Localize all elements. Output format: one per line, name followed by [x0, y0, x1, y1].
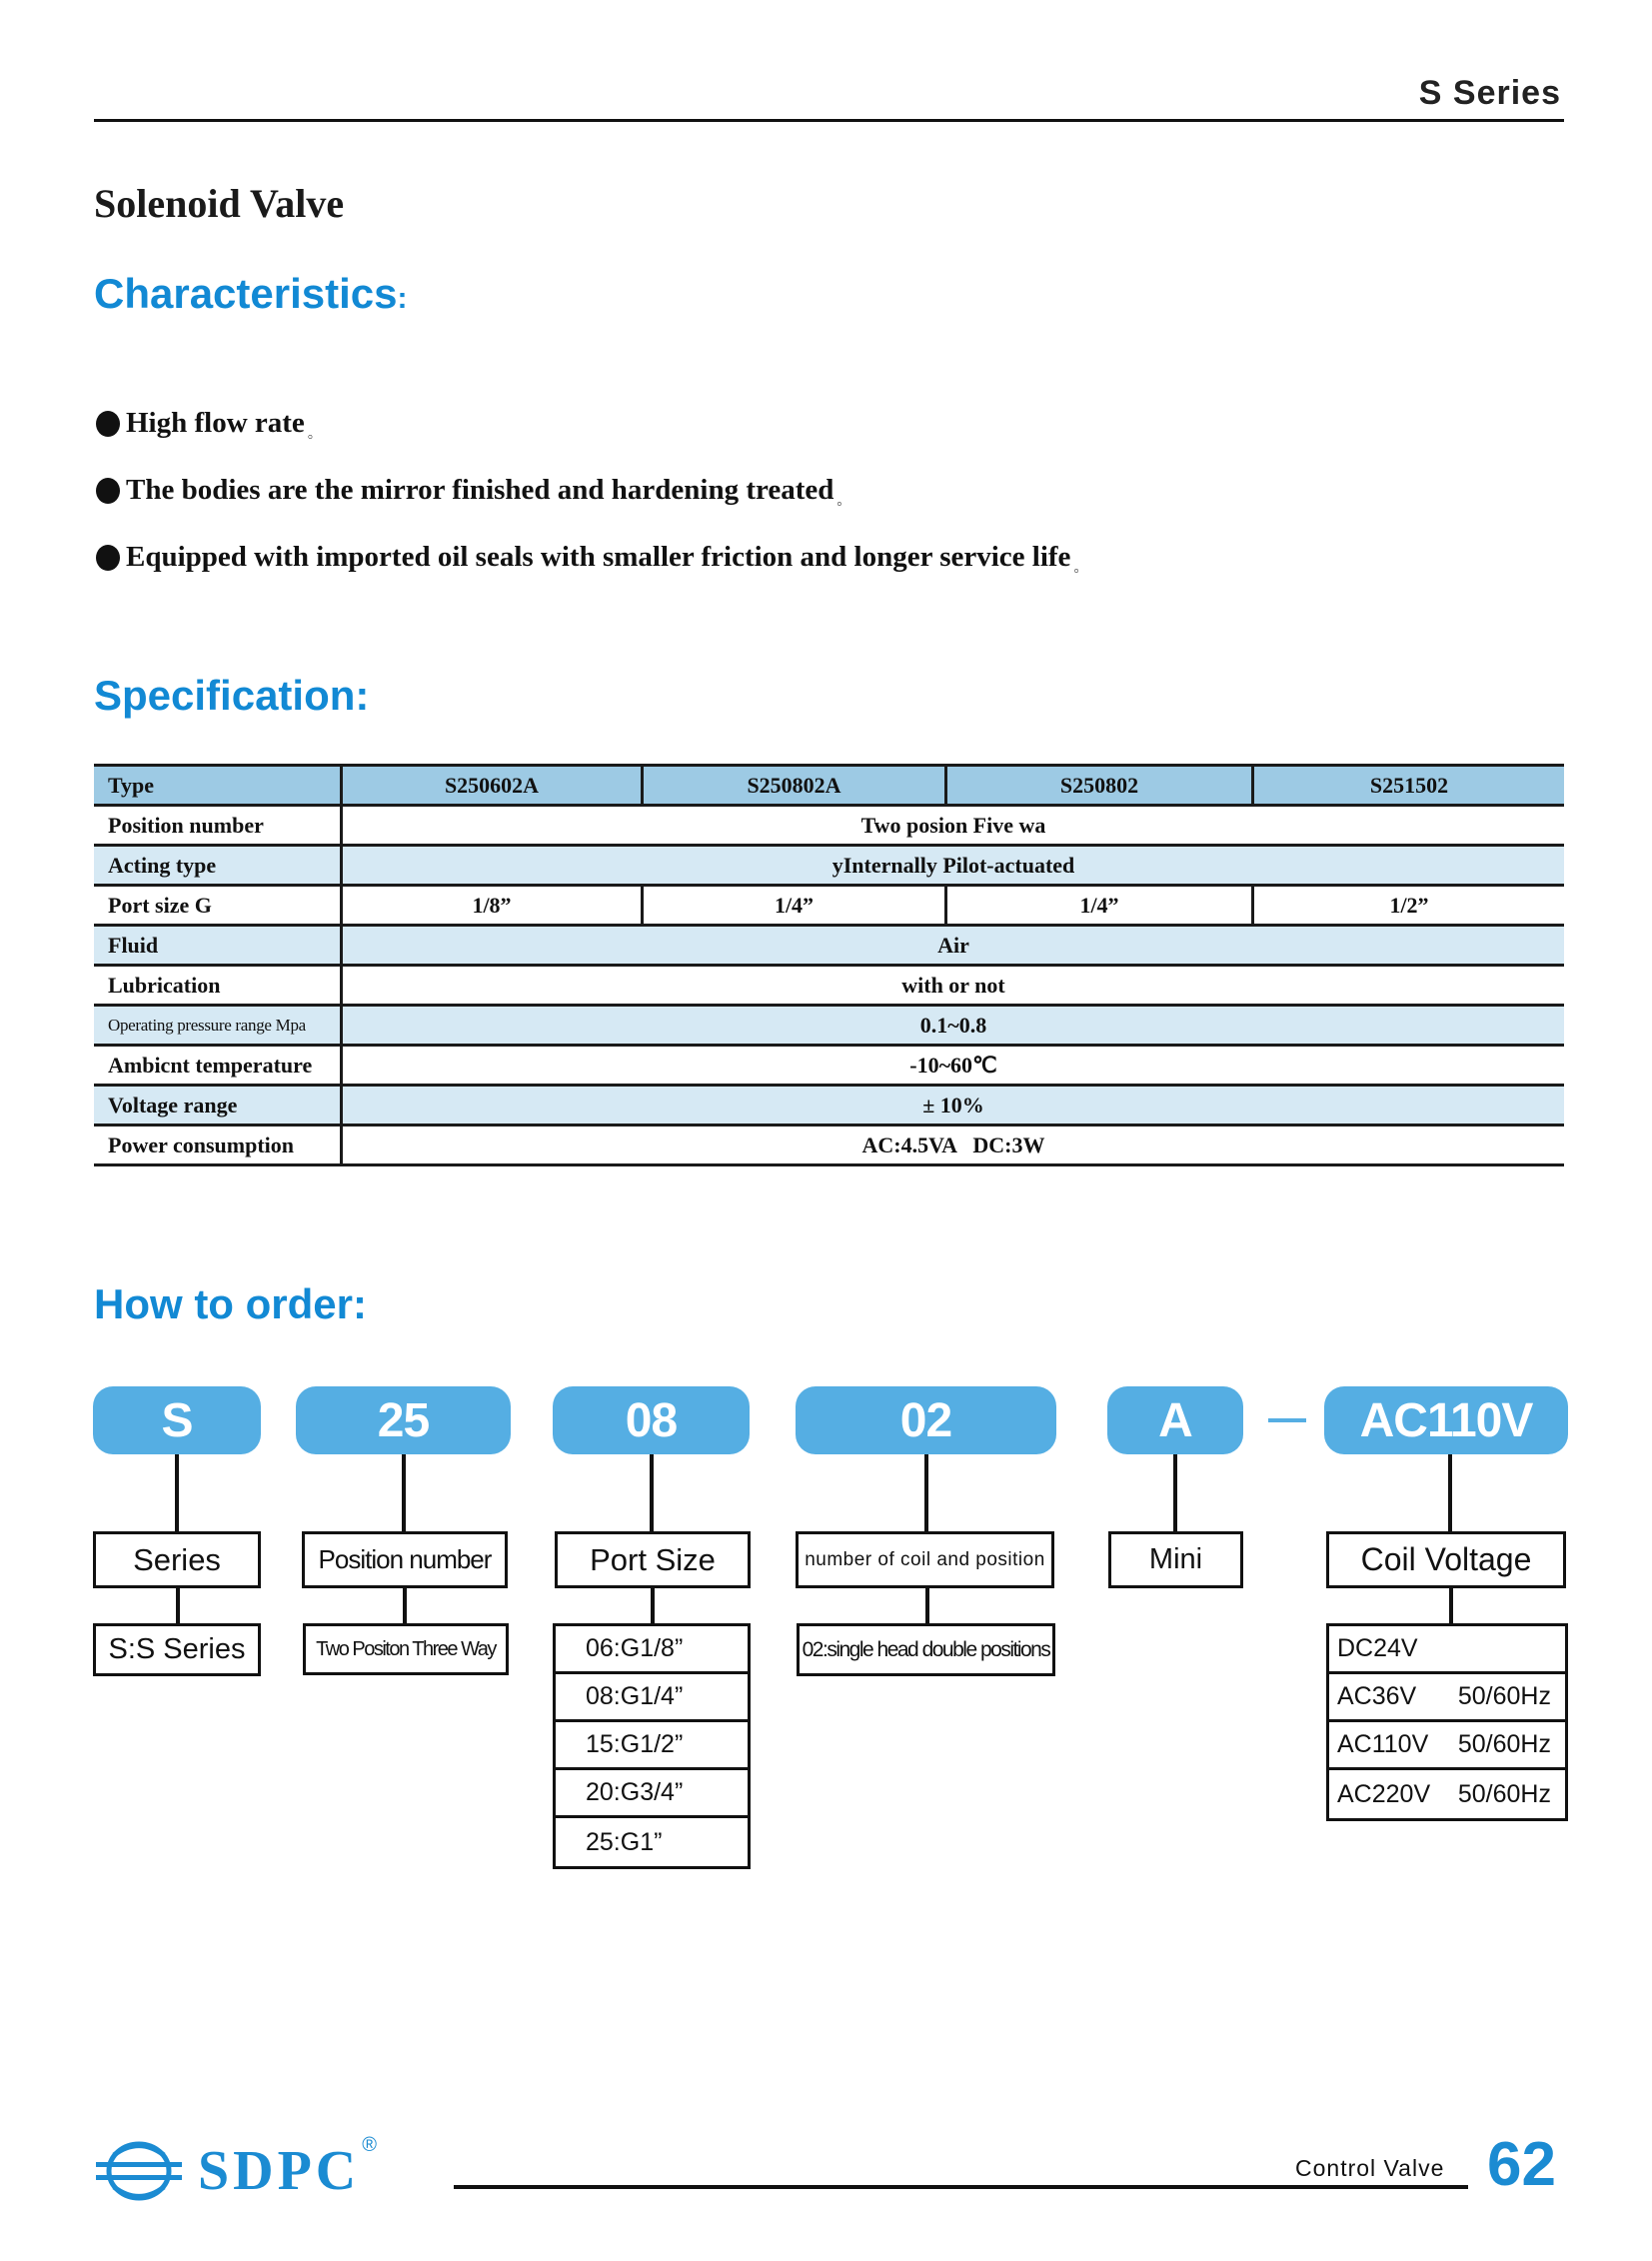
- row-label: Lubrication: [94, 966, 342, 1006]
- series-tag: S Series: [1418, 74, 1561, 112]
- dash-separator: [1268, 1418, 1306, 1422]
- connector-line: [176, 1588, 180, 1624]
- connector-line: [924, 1454, 928, 1532]
- port-size-cell: 1/8”: [342, 886, 643, 926]
- voltage-frequency: 50/60Hz: [1457, 1730, 1551, 1758]
- code-pill-position: 25: [296, 1386, 511, 1454]
- mini-label-box: Mini: [1108, 1531, 1243, 1588]
- table-row-lubrication: [94, 966, 1564, 1006]
- port-option: 15:G1/2”: [556, 1722, 748, 1770]
- port-options-list: [553, 1623, 751, 1869]
- voltage-option: [1329, 1674, 1565, 1722]
- table-row-ambient-temperature: [94, 1046, 1564, 1086]
- code-pill-port: 08: [553, 1386, 750, 1454]
- voltage-value: AC110V: [1337, 1730, 1429, 1758]
- list-item: [96, 390, 1087, 457]
- code-pill-mini: A: [1107, 1386, 1243, 1454]
- model-cell: S251502: [1253, 766, 1565, 806]
- row-label: Power consumption: [94, 1126, 342, 1165]
- table-row-type: [94, 766, 1564, 806]
- port-option: 06:G1/8”: [556, 1626, 748, 1674]
- code-pill-voltage: AC110V: [1324, 1386, 1568, 1454]
- registered-mark: ®: [362, 2133, 377, 2156]
- port-label-box: Port Size: [555, 1531, 751, 1588]
- characteristics-list: [96, 390, 1087, 591]
- port-size-cell: 1/4”: [946, 886, 1253, 926]
- table-row-acting-type: [94, 846, 1564, 886]
- voltage-option: [1329, 1722, 1565, 1770]
- footer-section-label: Control Valve: [1295, 2155, 1445, 2181]
- connector-line: [650, 1454, 654, 1532]
- row-label: Operating pressure range Mpa: [94, 1006, 342, 1046]
- row-label: Port size G: [94, 886, 342, 926]
- list-item-tail: 。: [307, 427, 322, 442]
- bullet-icon: [96, 545, 120, 571]
- position-option-box: Two Positon Three Way: [303, 1623, 509, 1675]
- spec-table: [94, 764, 1564, 1166]
- connector-line: [925, 1588, 929, 1624]
- brand-logo: [94, 2133, 377, 2203]
- connector-line: [1173, 1454, 1177, 1532]
- row-label: Fluid: [94, 926, 342, 966]
- series-label-box: Series: [93, 1531, 261, 1588]
- table-row-power-consumption: [94, 1126, 1564, 1165]
- list-item-text: Equipped with imported oil seals with smaller friction and longer service life: [126, 541, 1071, 573]
- code-pill-series: S: [93, 1386, 261, 1454]
- port-option: 20:G3/4”: [556, 1770, 748, 1818]
- table-row-position-number: [94, 806, 1564, 846]
- row-value: yInternally Pilot-actuated: [342, 846, 1565, 886]
- voltage-frequency: 50/60Hz: [1457, 1779, 1551, 1808]
- how-to-order-heading: How to order:: [94, 1280, 367, 1327]
- row-value: -10~60℃: [342, 1046, 1565, 1086]
- voltage-option: [1329, 1626, 1565, 1674]
- row-value: AC:4.5VA DC:3W: [342, 1126, 1565, 1165]
- connector-line: [1448, 1454, 1452, 1532]
- brand-name: SDPC: [198, 2140, 361, 2202]
- row-label: Acting type: [94, 846, 342, 886]
- row-value: Air: [342, 926, 1565, 966]
- model-cell: S250602A: [342, 766, 643, 806]
- table-row-operating-pressure: [94, 1006, 1564, 1046]
- coil-option-box: 02:single head double positions: [797, 1623, 1055, 1676]
- row-value: ± 10%: [342, 1086, 1565, 1126]
- voltage-value: AC220V: [1337, 1779, 1431, 1808]
- port-size-cell: 1/4”: [643, 886, 946, 926]
- row-label: Position number: [94, 806, 342, 846]
- model-cell: S250802: [946, 766, 1253, 806]
- connector-line: [175, 1454, 179, 1532]
- list-item-tail: 。: [1073, 561, 1088, 576]
- table-row-voltage-range: [94, 1086, 1564, 1126]
- voltage-label-box: Coil Voltage: [1326, 1531, 1566, 1588]
- connector-line: [651, 1588, 655, 1624]
- bullet-icon: [96, 478, 120, 504]
- characteristics-heading-text: Characteristics: [94, 270, 398, 317]
- port-option: 08:G1/4”: [556, 1674, 748, 1722]
- voltage-value: AC36V: [1337, 1682, 1417, 1710]
- port-size-cell: 1/2”: [1253, 886, 1565, 926]
- coil-label-box: number of coil and position: [796, 1531, 1054, 1588]
- globe-logo-icon: [94, 2140, 184, 2202]
- code-pill-coil: 02: [796, 1386, 1056, 1454]
- list-item-text: The bodies are the mirror finished and hardening treated: [126, 474, 834, 506]
- bullet-icon: [96, 411, 120, 437]
- connector-line: [402, 1454, 406, 1532]
- voltage-options-list: [1326, 1623, 1568, 1821]
- list-item: [96, 524, 1087, 591]
- footer-rule: [454, 2185, 1468, 2189]
- row-value: with or not: [342, 966, 1565, 1006]
- page-number: 62: [1487, 2130, 1556, 2199]
- table-row-port-size: [94, 886, 1564, 926]
- page-title: Solenoid Valve: [94, 181, 345, 226]
- series-option-box: S:S Series: [93, 1623, 261, 1676]
- port-option: 25:G1”: [586, 1827, 663, 1856]
- table-row-fluid: [94, 926, 1564, 966]
- position-label-box: Position number: [302, 1531, 508, 1588]
- list-item: [96, 457, 1087, 524]
- characteristics-heading: [94, 270, 408, 318]
- row-label: Voltage range: [94, 1086, 342, 1126]
- row-label: Type: [94, 766, 342, 806]
- list-item-text: High flow rate: [126, 407, 305, 439]
- row-label: Ambicnt temperature: [94, 1046, 342, 1086]
- specification-heading: Specification:: [94, 672, 370, 719]
- characteristics-heading-suffix: :: [397, 282, 408, 315]
- voltage-value: DC24V: [1337, 1634, 1418, 1662]
- row-value: 0.1~0.8: [342, 1006, 1565, 1046]
- list-item-tail: 。: [836, 494, 851, 509]
- row-value: Two posion Five wa: [342, 806, 1565, 846]
- header-rule: [94, 119, 1564, 122]
- voltage-option: [1329, 1770, 1565, 1818]
- model-cell: S250802A: [643, 766, 946, 806]
- connector-line: [1449, 1588, 1453, 1624]
- connector-line: [403, 1588, 407, 1624]
- voltage-frequency: 50/60Hz: [1457, 1682, 1551, 1710]
